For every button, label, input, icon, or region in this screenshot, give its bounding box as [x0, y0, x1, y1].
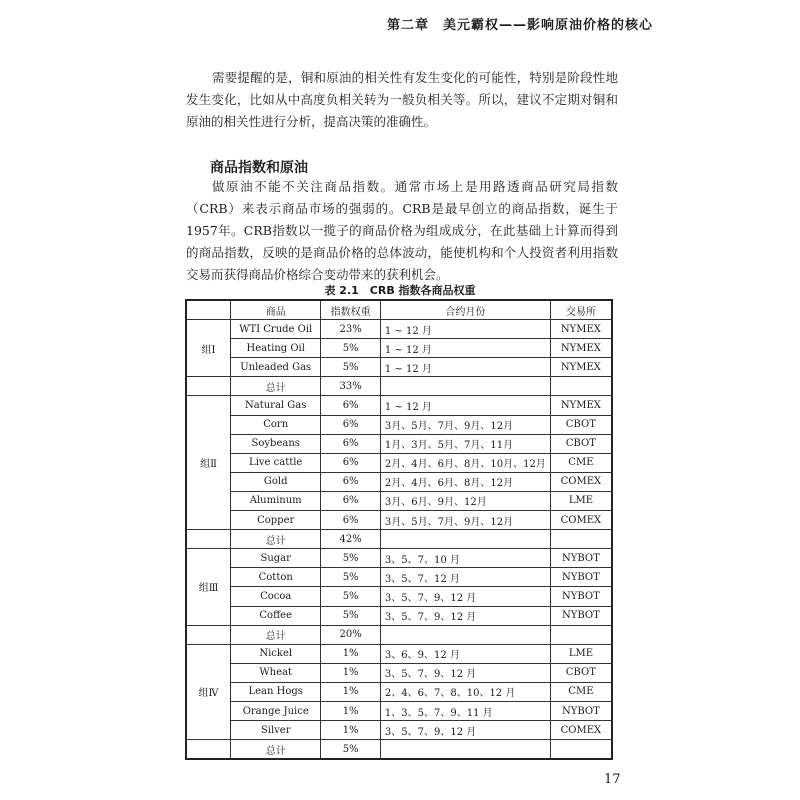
table-row	[186, 682, 612, 701]
table-row	[186, 606, 612, 625]
paragraph-copper-correlation: 需要提醒的是，铜和原油的相关性有发生变化的可能性，特别是阶段性地发生变化，比如从中高度负相关转为一般负相关等。所以，建议不定期对铜和原油的相关性进行分析，提高决策的准确性。	[186, 70, 618, 129]
exchange: NYBOT	[550, 587, 612, 606]
weight: 6%	[321, 472, 381, 491]
contract-months: 2月、4月、6月、8月、12月	[380, 472, 550, 491]
commodity-name: Orange Juice	[231, 701, 321, 720]
group-label: 组Ⅲ	[186, 549, 231, 625]
page-number: 17	[604, 772, 621, 787]
total-weight: 42%	[321, 530, 381, 549]
weight: 5%	[321, 568, 381, 587]
total-weight: 20%	[321, 625, 381, 644]
exchange: COMEX	[550, 511, 612, 530]
running-head: 第二章 美元霸权——影响原油价格的核心	[386, 18, 654, 33]
weight: 5%	[321, 358, 381, 377]
commodity-name: Nickel	[231, 644, 321, 663]
commodity-name: Unleaded Gas	[231, 358, 321, 377]
exchange: NYMEX	[550, 339, 612, 358]
exchange: CME	[550, 453, 612, 472]
contract-months: 3、5、7、12 月	[380, 568, 550, 587]
table-row	[186, 701, 612, 720]
table-header-row	[186, 300, 612, 320]
weight: 5%	[321, 606, 381, 625]
contract-months: 1 ~ 12 月	[380, 320, 550, 339]
commodity-name: Lean Hogs	[231, 682, 321, 701]
table-row	[186, 721, 612, 740]
contract-months: 3、5、7、9、12 月	[380, 587, 550, 606]
commodity-name: Copper	[231, 511, 321, 530]
table-row	[186, 511, 612, 530]
total-label: 总计	[231, 530, 321, 549]
commodity-name: Aluminum	[231, 491, 321, 510]
group-label: 组Ⅱ	[186, 396, 231, 530]
paragraph-crb-intro: 做原油不能不关注商品指数。通常市场上是用路透商品研究局指数（CRB）来表示商品市场的强弱的。CRB是最早创立的商品指数，诞生于1957年。CRB指数以一揽子的商品价格为组成成分，在此基础上计算而得到的商品指数，反映的是商品价格的总体波动，能使机构和个人投资者利用指数交易而获得商品价格综合变动带来的获利机会。	[186, 179, 618, 282]
header-exchange: 交易所	[550, 300, 612, 320]
contract-months: 3月、5月、7月、9月、12月	[380, 511, 550, 530]
exchange: LME	[550, 644, 612, 663]
table-row	[186, 320, 612, 339]
weight: 1%	[321, 644, 381, 663]
exchange: COMEX	[550, 472, 612, 491]
commodity-name: Heating Oil	[231, 339, 321, 358]
crb-weights-table	[185, 299, 613, 760]
commodity-name: Soybeans	[231, 434, 321, 453]
table-row	[186, 663, 612, 682]
contract-months: 3月、6月、9月、12月	[380, 491, 550, 510]
commodity-name: WTI Crude Oil	[231, 320, 321, 339]
contract-months: 3、5、7、9、12 月	[380, 606, 550, 625]
header-weight: 指数权重	[321, 300, 381, 320]
commodity-name: Sugar	[231, 549, 321, 568]
table-row	[186, 434, 612, 453]
exchange: CBOT	[550, 434, 612, 453]
weight: 1%	[321, 663, 381, 682]
contract-months: 1月、3月、5月、7月、11月	[380, 434, 550, 453]
exchange: NYBOT	[550, 549, 612, 568]
contract-months: 1 ~ 12 月	[380, 339, 550, 358]
commodity-name: Coffee	[231, 606, 321, 625]
commodity-name: Gold	[231, 472, 321, 491]
weight: 6%	[321, 511, 381, 530]
weight: 6%	[321, 434, 381, 453]
header-commodity: 商品	[231, 300, 321, 320]
contract-months: 1 ~ 12 月	[380, 396, 550, 415]
table-row	[186, 472, 612, 491]
table-total-row	[186, 625, 612, 644]
contract-months: 3、5、7、10 月	[380, 549, 550, 568]
total-label: 总计	[231, 625, 321, 644]
contract-months: 3、5、7、9、12 月	[380, 721, 550, 740]
exchange: NYMEX	[550, 396, 612, 415]
table-row	[186, 491, 612, 510]
total-label: 总计	[231, 740, 321, 760]
weight: 5%	[321, 339, 381, 358]
table-row	[186, 396, 612, 415]
table-caption: 表 2.1 CRB 指数各商品权重	[324, 284, 476, 297]
header-group	[186, 300, 231, 320]
exchange: LME	[550, 491, 612, 510]
commodity-name: Silver	[231, 721, 321, 740]
table-row	[186, 587, 612, 606]
weight: 5%	[321, 549, 381, 568]
table-row	[186, 453, 612, 472]
weight: 1%	[321, 701, 381, 720]
exchange: CBOT	[550, 663, 612, 682]
contract-months: 3月、5月、7月、9月、12月	[380, 415, 550, 434]
contract-months: 1、3、5、7、9、11 月	[380, 701, 550, 720]
table-total-row	[186, 740, 612, 760]
weight: 5%	[321, 587, 381, 606]
table-row	[186, 549, 612, 568]
table-row	[186, 358, 612, 377]
weight: 23%	[321, 320, 381, 339]
commodity-name: Cocoa	[231, 587, 321, 606]
table-row	[186, 568, 612, 587]
exchange: NYBOT	[550, 606, 612, 625]
table-total-row	[186, 530, 612, 549]
total-weight: 33%	[321, 377, 381, 396]
weight: 1%	[321, 682, 381, 701]
commodity-name: Corn	[231, 415, 321, 434]
exchange: CBOT	[550, 415, 612, 434]
exchange: COMEX	[550, 721, 612, 740]
exchange: NYBOT	[550, 568, 612, 587]
contract-months: 1 ~ 12 月	[380, 358, 550, 377]
commodity-name: Natural Gas	[231, 396, 321, 415]
commodity-name: Wheat	[231, 663, 321, 682]
section-title: 商品指数和原油	[210, 160, 308, 176]
weight: 6%	[321, 396, 381, 415]
contract-months: 2、4、6、7、8、10、12 月	[380, 682, 550, 701]
table-row	[186, 339, 612, 358]
table-row	[186, 415, 612, 434]
contract-months: 3、6、9、12 月	[380, 644, 550, 663]
group-label: 组Ⅰ	[186, 320, 231, 377]
weight: 6%	[321, 415, 381, 434]
header-contract-months: 合约月份	[380, 300, 550, 320]
total-label: 总计	[231, 377, 321, 396]
weight: 6%	[321, 491, 381, 510]
commodity-name: Live cattle	[231, 453, 321, 472]
group-label: 组Ⅳ	[186, 644, 231, 739]
exchange: CME	[550, 682, 612, 701]
contract-months: 2月、4月、6月、8月、10月、12月	[380, 453, 550, 472]
exchange: NYMEX	[550, 358, 612, 377]
contract-months: 3、5、7、9、12 月	[380, 663, 550, 682]
weight: 6%	[321, 453, 381, 472]
exchange: NYBOT	[550, 701, 612, 720]
weight: 1%	[321, 721, 381, 740]
total-weight: 5%	[321, 740, 381, 760]
exchange: NYMEX	[550, 320, 612, 339]
table-total-row	[186, 377, 612, 396]
table-row	[186, 644, 612, 663]
commodity-name: Cotton	[231, 568, 321, 587]
